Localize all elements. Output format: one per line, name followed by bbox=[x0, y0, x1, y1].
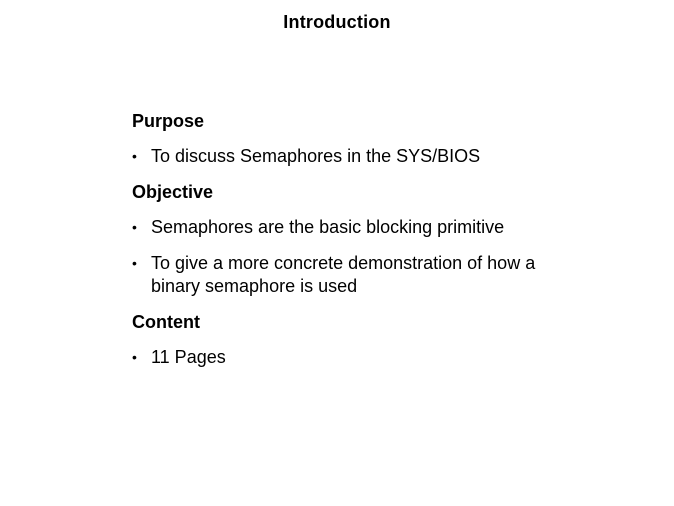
bullet-list bbox=[132, 216, 652, 298]
section-heading: Objective bbox=[132, 182, 214, 202]
bullet-text: To give a more concrete demonstration of how a binary semaphore is used bbox=[151, 253, 536, 296]
slide-title: Introduction bbox=[283, 12, 391, 32]
bullet-icon: • bbox=[132, 349, 137, 365]
bullet-list bbox=[132, 346, 652, 369]
slide-content bbox=[132, 110, 652, 382]
section-heading: Purpose bbox=[132, 111, 205, 131]
bullet-item bbox=[132, 252, 561, 298]
bullet-text: 11 Pages bbox=[151, 347, 226, 367]
bullet-icon: • bbox=[132, 255, 137, 271]
section-heading: Content bbox=[132, 312, 200, 332]
bullet-list bbox=[132, 145, 652, 168]
bullet-icon: • bbox=[132, 148, 137, 164]
section-objective bbox=[132, 181, 652, 298]
section-purpose bbox=[132, 110, 652, 168]
bullet-item bbox=[132, 346, 652, 369]
bullet-icon: • bbox=[132, 219, 137, 235]
bullet-item bbox=[132, 145, 652, 168]
bullet-text: Semaphores are the basic blocking primitive bbox=[151, 217, 505, 237]
bullet-text: To discuss Semaphores in the SYS/BIOS bbox=[151, 146, 481, 166]
bullet-item bbox=[132, 216, 652, 239]
section-content bbox=[132, 311, 652, 369]
